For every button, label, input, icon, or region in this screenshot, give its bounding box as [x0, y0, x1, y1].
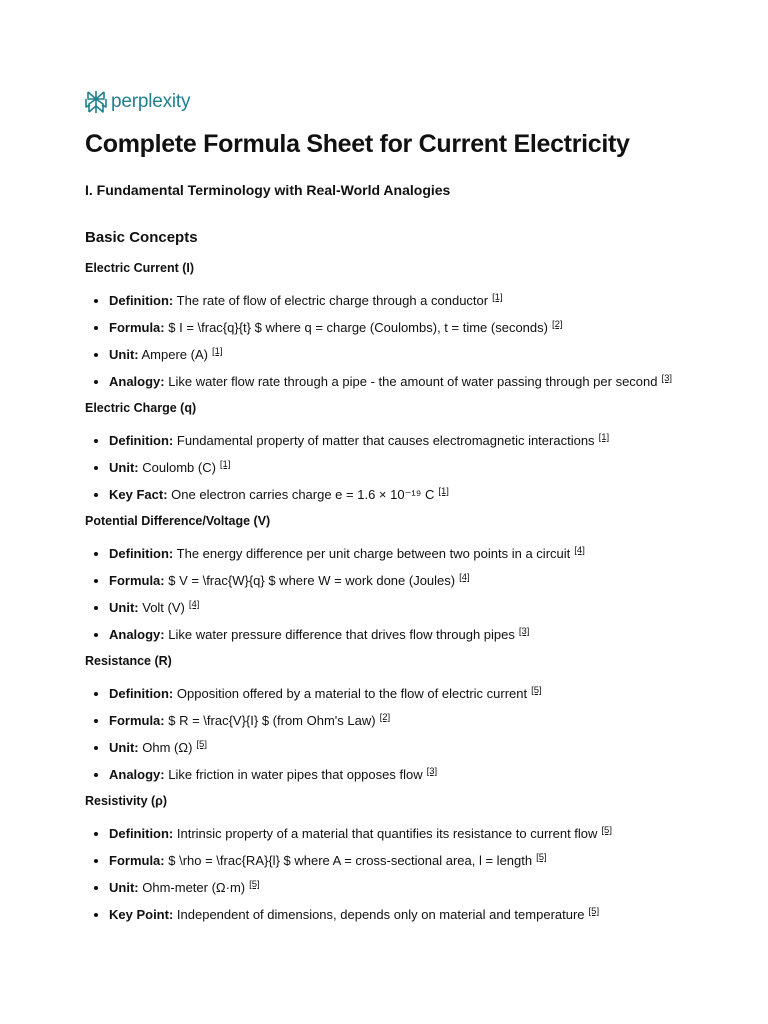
- citation-link[interactable]: [5]: [531, 685, 542, 696]
- list-item: • Key Point: Independent of dimensions, depends only on material and temperature [5]: [109, 905, 685, 925]
- list-item: • Formula: $ I = \frac{q}{t} $ where q = charge (Coulombs), t = time (seconds) [2]: [109, 318, 685, 338]
- citation-link[interactable]: [1]: [598, 432, 610, 443]
- list-item: • Key Fact: One electron carries charge e = 1.6 × 10⁻¹⁹ C [1]: [109, 485, 685, 505]
- citation-link[interactable]: [5]: [536, 852, 547, 863]
- list-item: • Formula: $ R = \frac{V}{I} $ (from Ohm's Law) [2]: [109, 711, 685, 731]
- citation-link[interactable]: [1]: [211, 346, 223, 357]
- list-item: • Unit: Ohm-meter (Ω·m) [5]: [109, 878, 685, 898]
- topic-list: [85, 544, 685, 645]
- topic-heading: Electric Current (I): [85, 261, 195, 275]
- citation-link[interactable]: [1]: [438, 486, 449, 497]
- citation-link[interactable]: [2]: [379, 712, 391, 723]
- citation-link[interactable]: [5]: [196, 739, 207, 750]
- topic-heading: Resistance (R): [85, 654, 172, 668]
- citation-link[interactable]: [1]: [492, 292, 503, 303]
- list-item: • Formula: $ \rho = \frac{RA}{l} $ where A = cross-sectional area, l = length [5]: [109, 851, 685, 871]
- citation-link[interactable]: [1]: [219, 459, 231, 470]
- topic-heading: Potential Difference/Voltage (V): [85, 514, 271, 528]
- list-item: • Analogy: Like water flow rate through a pipe - the amount of water passing through per second [3]: [109, 372, 685, 392]
- topic-heading: Resistivity (ρ): [85, 794, 168, 808]
- citation-link[interactable]: [4]: [188, 599, 200, 610]
- topic-list: [85, 684, 685, 785]
- list-item: • Definition: The energy difference per unit charge between two points in a circuit [4]: [109, 544, 685, 564]
- list-item: • Unit: Ampere (A) [1]: [109, 345, 685, 365]
- citation-link[interactable]: [3]: [518, 626, 530, 637]
- list-item: • Unit: Volt (V) [4]: [109, 598, 685, 618]
- citation-link[interactable]: [2]: [551, 319, 563, 330]
- perplexity-logo[interactable]: [85, 90, 190, 114]
- citation-link[interactable]: [3]: [661, 373, 673, 384]
- topic-heading: Electric Charge (q): [85, 401, 197, 415]
- list-item: • Definition: The rate of flow of electric charge through a conductor [1]: [109, 291, 685, 311]
- list-item: • Definition: Opposition offered by a material to the flow of electric current [5]: [109, 684, 685, 704]
- topic-list: [85, 431, 685, 505]
- perplexity-icon: [85, 90, 107, 114]
- brand-name: perplexity: [111, 91, 191, 112]
- list-item: • Analogy: Like water pressure difference that drives flow through pipes [3]: [109, 625, 685, 645]
- list-item: • Definition: Intrinsic property of a material that quantifies its resistance to current flow [5]: [109, 824, 685, 844]
- citation-link[interactable]: [4]: [459, 572, 470, 583]
- list-item: • Formula: $ V = \frac{W}{q} $ where W = work done (Joules) [4]: [109, 571, 685, 591]
- subsection-heading: Basic Concepts: [85, 229, 198, 246]
- list-item: • Unit: Coulomb (C) [1]: [109, 458, 685, 478]
- citation-link[interactable]: [5]: [601, 825, 612, 836]
- citation-link[interactable]: [3]: [426, 766, 438, 777]
- section-heading: I. Fundamental Terminology with Real-World Analogies: [85, 182, 451, 198]
- citation-link[interactable]: [4]: [574, 545, 585, 556]
- list-item: • Definition: Fundamental property of matter that causes electromagnetic interactions [1]: [109, 431, 685, 451]
- citation-link[interactable]: [5]: [249, 879, 260, 890]
- list-item: • Analogy: Like friction in water pipes that opposes flow [3]: [109, 765, 685, 785]
- list-item: • Unit: Ohm (Ω) [5]: [109, 738, 685, 758]
- topic-list: [85, 824, 685, 925]
- topic-list: [85, 291, 685, 392]
- document-content: [85, 126, 685, 932]
- page-title: Complete Formula Sheet for Current Electricity: [85, 130, 630, 158]
- citation-link[interactable]: [5]: [588, 906, 600, 917]
